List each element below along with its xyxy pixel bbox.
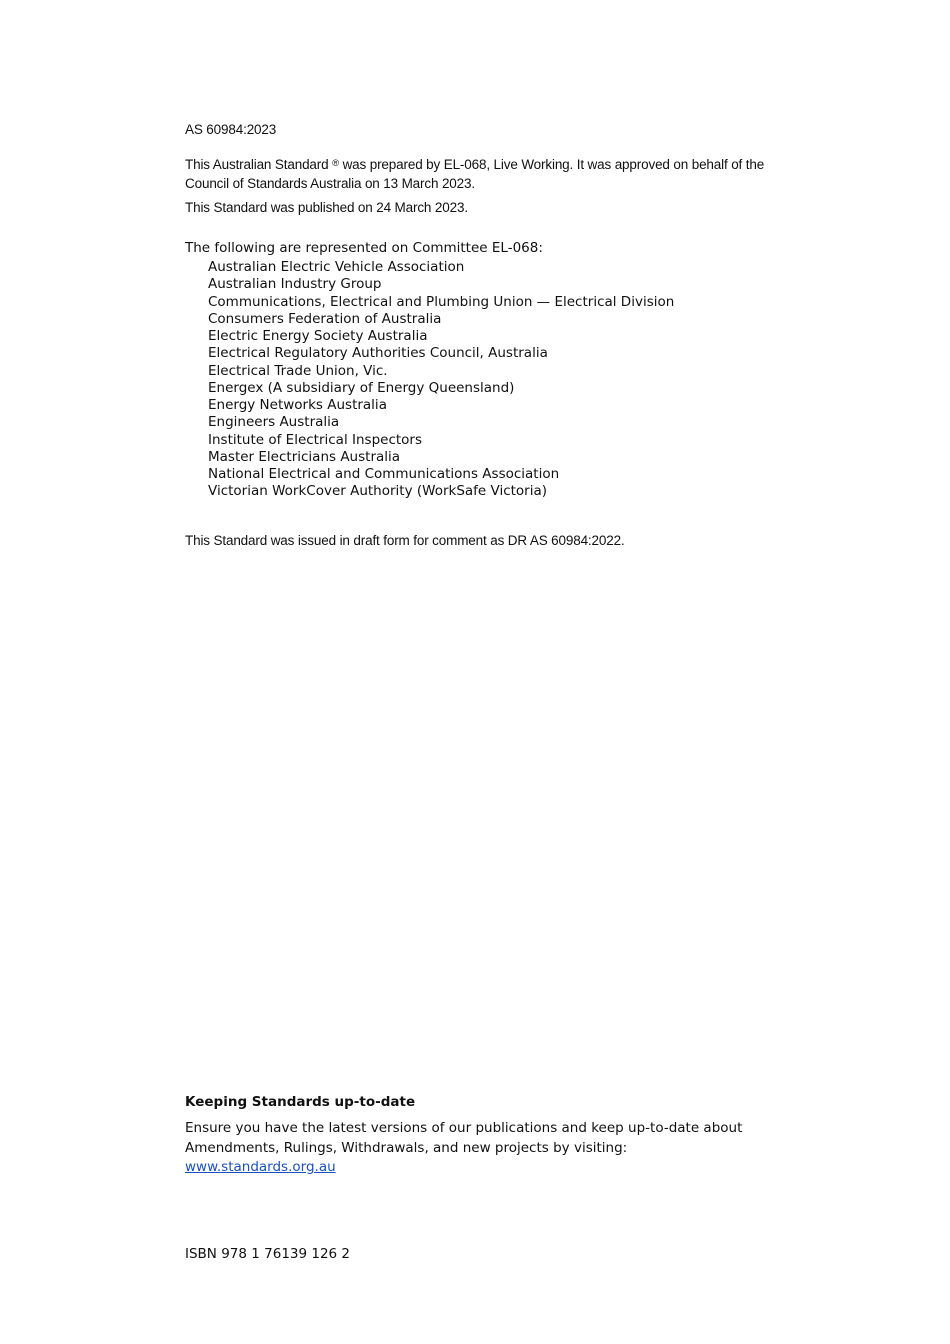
committee-member: Energex (A subsidiary of Energy Queensland)	[208, 379, 515, 396]
keeping-up-to-date-text	[185, 1119, 785, 1178]
preparation-text-start: This Australian Standard	[185, 157, 329, 172]
committee-member: Energy Networks Australia	[208, 397, 387, 413]
standards-website-link[interactable]: www.standards.org.au	[185, 1159, 336, 1175]
committee-member-list	[208, 259, 674, 501]
committee-member: Consumers Federation of Australia	[208, 310, 442, 327]
committee-member: Electrical Regulatory Authorities Council, Australia	[208, 345, 548, 362]
committee-member: Master Electricians Australia	[208, 448, 401, 465]
committee-member: Engineers Australia	[208, 414, 340, 431]
committee-heading: The following are represented on Committee EL-068:	[185, 240, 543, 256]
keeping-up-to-date-heading: Keeping Standards up-to-date	[185, 1094, 416, 1110]
isbn-number: ISBN 978 1 76139 126 2	[185, 1246, 351, 1262]
publication-date-statement: This Standard was published on 24 March 2023.	[185, 200, 468, 215]
registered-mark: ®	[332, 158, 339, 169]
preparation-statement	[185, 155, 765, 193]
keeping-up-to-date-body: Ensure you have the latest versions of our publications and keep up-to-date about Amendments, Rulings, Withdrawals, and new projects by visiting:	[185, 1120, 743, 1156]
document-identifier: AS 60984:2023	[185, 122, 277, 137]
committee-member: Australian Electric Vehicle Association	[208, 259, 465, 275]
committee-member: Electrical Trade Union, Vic.	[208, 362, 388, 379]
committee-member: Communications, Electrical and Plumbing Union — Electrical Division	[208, 293, 675, 310]
committee-member: Electric Energy Society Australia	[208, 328, 428, 344]
committee-member: Institute of Electrical Inspectors	[208, 431, 423, 448]
committee-member: Australian Industry Group	[208, 276, 382, 293]
preparation-text-end: was prepared by EL-068, Live Working. It was approved on behalf of the Council of Standards Australia on 13 March 2023.	[185, 157, 765, 191]
draft-note: This Standard was issued in draft form for comment as DR AS 60984:2022.	[185, 533, 625, 548]
committee-member: National Electrical and Communications Association	[208, 466, 560, 482]
committee-member: Victorian WorkCover Authority (WorkSafe Victoria)	[208, 483, 548, 500]
